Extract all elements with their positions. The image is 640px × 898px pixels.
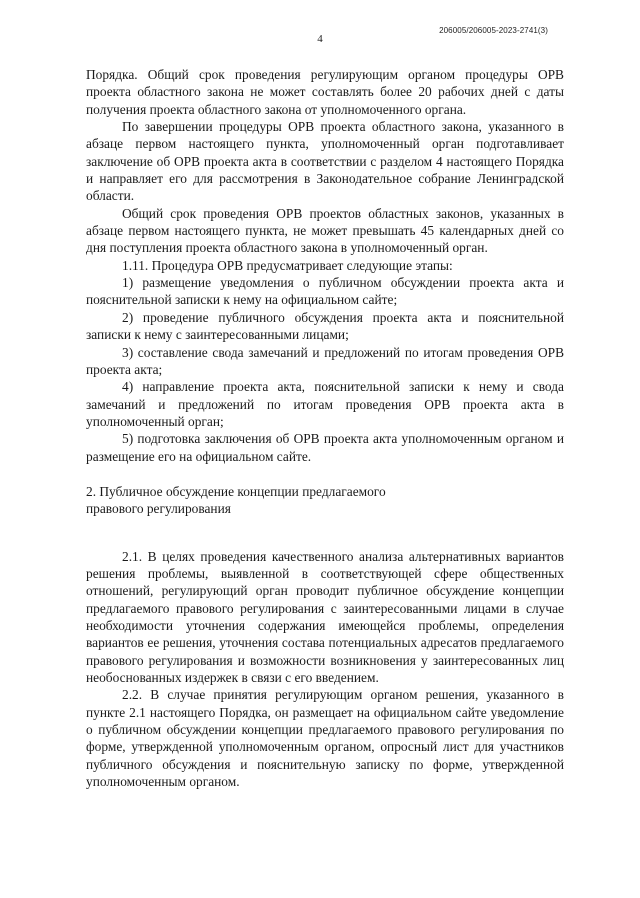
list-item: 2) проведение публичного обсуждения проекта акта и пояснительной записки к нему с заинтересованными лицами; xyxy=(86,309,564,343)
paragraph: По завершении процедуры ОРВ проекта областного закона, указанного в абзаце первом настоящего пункта, уполномоченный орган подготавливает заключение об ОРВ проекта акта в соответствии с разделом 4 настоящего Порядка и направляет его для рассмотрения в Законодательное собрание Ленинградской области. xyxy=(86,119,564,204)
section-heading xyxy=(86,483,564,518)
section-heading-line: правового регулирования xyxy=(86,501,231,517)
document-body xyxy=(86,66,564,790)
list-item: 4) направление проекта акта, пояснительной записки к нему и свода замечаний и предложений по итогам проведения ОРВ проекта акта в уполномоченный орган; xyxy=(86,379,564,429)
paragraph: 2.1. В целях проведения качественного анализа альтернативных вариантов решения проблемы, выявленной в соответствующей сфере общественных отношений, регулирующий орган проводит публичное обсуждение концепции предлагаемого правового регулирования с заинтересованными лицами в случае необходимости уточнения содержания имеющейся проблемы, определения вариантов ее решения, уточнения состава потенциальных адресатов предлагаемого правового регулирования и возможности возникновения у заинтересованных лиц необоснованных издержек в связи с его введением. xyxy=(86,548,564,685)
document-id: 206005/206005-2023-2741(3) xyxy=(439,26,548,35)
list-item: 3) составление свода замечаний и предложений по итогам проведения ОРВ проекта акта; xyxy=(86,344,564,377)
paragraph: 2.2. В случае принятия регулирующим органом решения, указанного в пункте 2.1 настоящего Порядка, он размещает на официальном сайте уведомление о публичном обсуждении концепции предлагаемого правового регулирования по форме, утвержденной уполномоченным органом, опросный лист для участников публичного обсуждения и пояснительную записку по форме, утвержденной уполномоченным органом. xyxy=(86,687,564,790)
paragraph: Общий срок проведения ОРВ проектов областных законов, указанных в абзаце первом настоящего пункта, не может превышать 45 календарных дней со дня поступления проекта областного закона в уполномоченный орган. xyxy=(86,205,564,256)
list-item: 1) размещение уведомления о публичном обсуждении проекта акта и пояснительной записки к нему на официальном сайте; xyxy=(86,275,564,308)
list-item: 5) подготовка заключения об ОРВ проекта акта уполномоченным органом и размещение его на официальном сайте. xyxy=(86,431,564,464)
section-heading-line: 2. Публичное обсуждение концепции предлагаемого xyxy=(86,483,386,499)
paragraph: 1.11. Процедура ОРВ предусматривает следующие этапы: xyxy=(122,257,453,273)
paragraph: Порядка. Общий срок проведения регулирующим органом процедуры ОРВ проекта областного закона не может составлять более 20 рабочих дней с даты получения проекта областного закона от уполномоченного органа. xyxy=(86,67,564,117)
page-number: 4 xyxy=(317,33,323,45)
